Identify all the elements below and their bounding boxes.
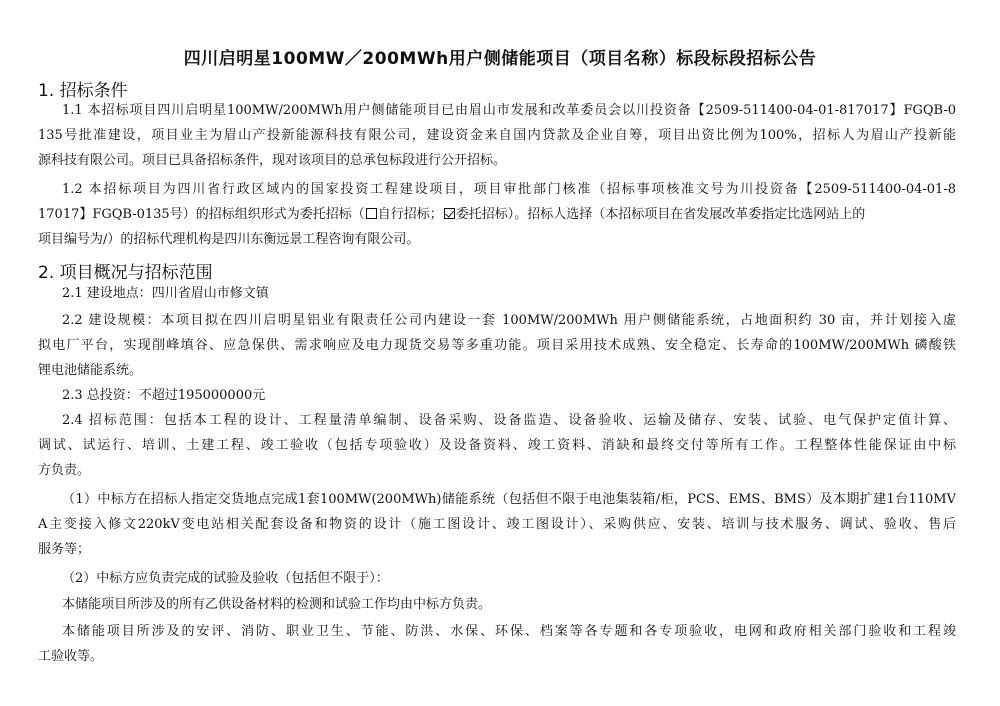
paragraph-line: 工验收等。: [38, 649, 104, 664]
paragraph-line: 1.2 本招标项目为四川省行政区域内的国家投资工程建设项目，项目审批部门核准（招标事项核准文号为川投资备【2509-511400-04-01-8: [62, 182, 956, 197]
paragraph-line: 本储能项目所涉及的所有乙供设备材料的检测和试验工作均由中标方负责。: [62, 597, 492, 612]
paragraph-line: （1）中标方在招标人指定交货地点完成1套100MW(200MWh)储能系统（包括但不限于电池集装箱/柜，PCS、EMS、BMS）及本期扩建1台110MV: [62, 492, 956, 507]
paragraph-line: 2.3 总投资：不超过195000000元: [62, 388, 266, 403]
paragraph-line: （2）中标方应负责完成的试验及验收（包括但不限于）：: [62, 571, 389, 586]
text-segment: 17017】FGQB-0135号）的招标组织形式为委托招标（: [38, 207, 365, 222]
paragraph-line: 2.1 建设地点：四川省眉山市修文镇: [62, 286, 269, 301]
paragraph-line: 拟电厂平台，实现削峰填谷、应急保供、需求响应及电力现货交易等多重功能。项目采用技术成熟、安全稳定、长寿命的100MW/200MWh 磷酸铁: [38, 338, 956, 353]
paragraph-line: 项目编号为/）的招标代理机构是四川东衡远景工程咨询有限公司。: [38, 232, 420, 247]
paragraph-line: 2.2 建设规模：本项目拟在四川启明星铝业有限责任公司内建设一套 100MW/200MWh 用户侧储能系统，占地面积约 30 亩，并计划接入虚: [62, 313, 956, 328]
paragraph-line: 源科技有限公司。项目已具备招标条件，现对该项目的总承包标段进行公开招标。: [38, 153, 507, 168]
section-heading-2: 2. 项目概况与招标范围: [38, 263, 213, 283]
document-title: 四川启明星100MW／200MWh用户侧储能项目（项目名称）标段标段招标公告: [183, 49, 817, 69]
paragraph-line-with-checkboxes: [38, 206, 865, 224]
self-tender-checkbox-icon: [366, 208, 377, 219]
paragraph-line: 服务等；: [38, 542, 91, 557]
text-segment: 自行招标；: [377, 207, 443, 222]
paragraph-line: A主变接入修文220kV变电站相关配套设备和物资的设计（施工图设计、竣工图设计）、采购供应、安装、培训与技术服务、调试、验收、售后: [38, 517, 956, 532]
paragraph-line: 本储能项目所涉及的安评、消防、职业卫生、节能、防洪、水保、环保、档案等各专题和各专项验收，电网和政府相关部门验收和工程竣: [62, 624, 956, 639]
paragraph-line: 2.4 招标范围：包括本工程的设计、工程量清单编制、设备采购、设备监造、设备验收、运输及储存、安装、试验、电气保护定值计算、: [62, 413, 956, 428]
paragraph-line: 1.1 本招标项目四川启明星100MW/200MWh用户侧储能项目已由眉山市发展和改革委员会以川投资备【2509-511400-04-01-817017】FGQB-0: [62, 103, 956, 118]
entrusted-tender-checked-checkbox-icon: [444, 208, 455, 219]
section-heading-1: 1. 招标条件: [38, 81, 128, 101]
text-segment: 委托招标）。招标人选择（本招标项目在省发展改革委指定比选网站上的: [455, 207, 866, 222]
paragraph-line: 锂电池储能系统。: [38, 363, 143, 378]
paragraph-line: 调试、试运行、培训、土建工程、竣工验收（包括专项验收）及设备资料、竣工资料、消缺和最终交付等所有工作。工程整体性能保证由中标: [38, 438, 956, 453]
paragraph-line: 方负责。: [38, 463, 91, 478]
paragraph-line: 135号批准建设，项目业主为眉山产投新能源科技有限公司，建设资金来自国内贷款及企业自筹，项目出资比例为100%，招标人为眉山产投新能: [38, 128, 956, 143]
